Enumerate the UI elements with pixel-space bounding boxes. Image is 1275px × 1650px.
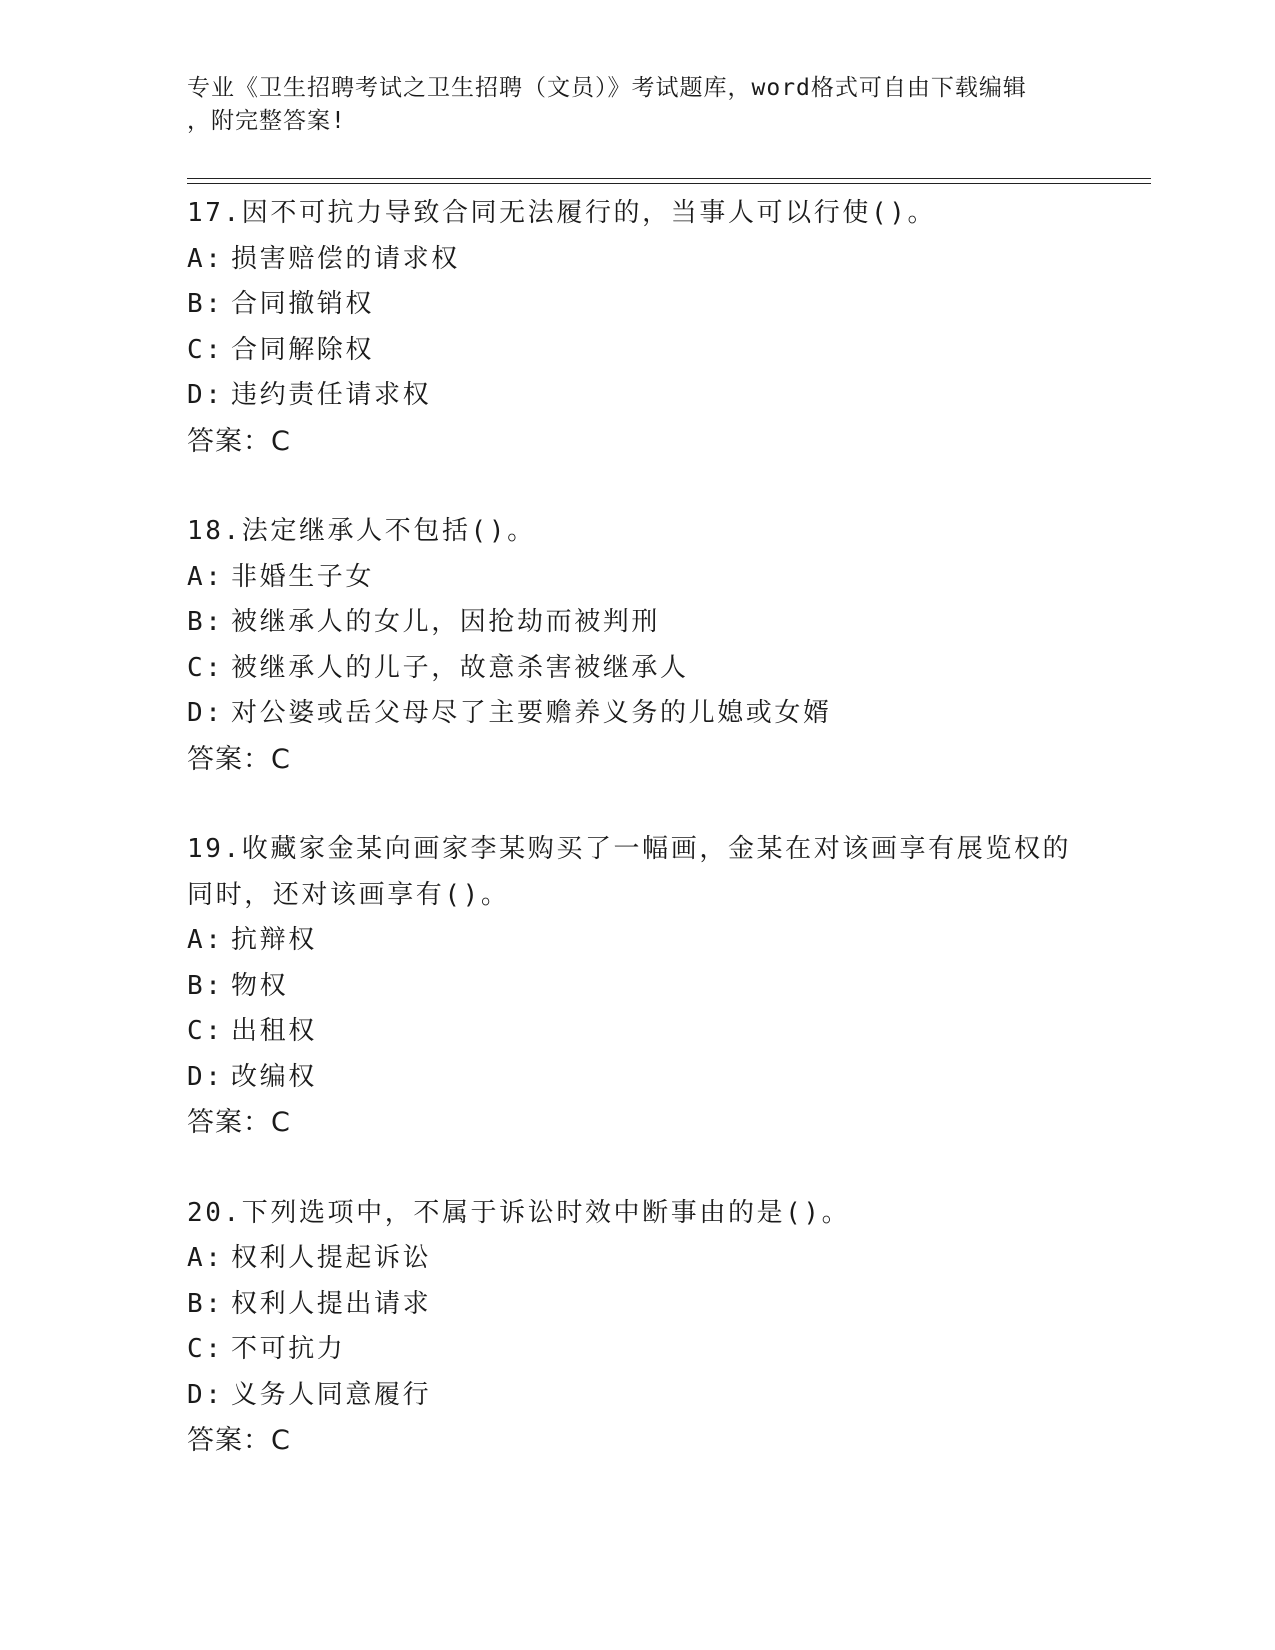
option-letter: C: — [187, 1016, 224, 1046]
question-19 — [187, 827, 1087, 1146]
answer-line: 答案：C — [187, 743, 291, 775]
option-letter: A: — [187, 243, 224, 274]
question-text: 20.下列选项中，不属于诉讼时效中断事由的是()。 — [187, 1197, 851, 1228]
option-text: 物权 — [231, 970, 289, 1001]
option-letter: B: — [187, 970, 224, 1001]
option-a — [187, 918, 1087, 964]
option-d — [187, 691, 1087, 737]
option-c — [187, 1327, 1087, 1373]
answer-line: 答案：C — [187, 1107, 291, 1138]
option-text: 对公婆或岳父母尽了主要赡养义务的儿媳或女婿 — [231, 698, 832, 728]
option-letter: D: — [187, 1061, 224, 1092]
option-text: 被继承人的女儿，因抢劫而被判刑 — [231, 607, 661, 637]
option-letter: C: — [187, 1334, 224, 1364]
option-a — [187, 237, 1087, 283]
option-d — [187, 1055, 1087, 1101]
option-b — [187, 964, 1087, 1010]
question-list — [187, 191, 1087, 1509]
option-text: 合同解除权 — [231, 334, 375, 365]
option-c — [187, 328, 1087, 374]
option-text: 损害赔偿的请求权 — [231, 243, 460, 274]
question-text: 17.因不可抗力导致合同无法履行的，当事人可以行使()。 — [187, 198, 937, 228]
option-text: 非婚生子女 — [231, 561, 375, 592]
option-letter: A: — [187, 561, 224, 592]
option-text: 合同撤销权 — [231, 289, 375, 319]
option-text: 抗辩权 — [231, 925, 317, 955]
option-letter: D: — [187, 1379, 224, 1410]
option-letter: D: — [187, 380, 224, 410]
option-text: 改编权 — [231, 1061, 317, 1092]
answer-line: 答案：C — [187, 1425, 291, 1456]
header-line-2: ，附完整答案! — [187, 108, 346, 134]
header-divider-top — [187, 178, 1151, 179]
option-c — [187, 646, 1087, 692]
option-letter: B: — [187, 1288, 224, 1319]
option-letter: A: — [187, 925, 224, 955]
option-letter: B: — [187, 607, 224, 637]
option-text: 权利人提出请求 — [231, 1288, 432, 1319]
option-a — [187, 555, 1087, 601]
document-header — [187, 72, 1067, 138]
header-divider-bottom — [187, 183, 1151, 184]
option-letter: B: — [187, 289, 224, 319]
option-letter: A: — [187, 1243, 224, 1273]
option-b — [187, 1282, 1087, 1328]
question-18 — [187, 509, 1087, 782]
option-letter: C: — [187, 652, 224, 683]
option-b — [187, 600, 1087, 646]
question-text: 18.法定继承人不包括()。 — [187, 516, 536, 546]
question-text-continued: 同时，还对该画享有()。 — [187, 879, 510, 910]
option-a — [187, 1236, 1087, 1282]
option-text: 出租权 — [231, 1016, 317, 1046]
option-d — [187, 373, 1087, 419]
option-text: 违约责任请求权 — [231, 380, 432, 410]
option-text: 被继承人的儿子，故意杀害被继承人 — [231, 652, 689, 683]
question-17 — [187, 191, 1087, 464]
option-text: 义务人同意履行 — [231, 1379, 432, 1410]
question-20 — [187, 1191, 1087, 1464]
question-text: 19.收藏家金某向画家李某购买了一幅画，金某在对该画享有展览权的 — [187, 834, 1072, 864]
answer-line: 答案：C — [187, 425, 291, 457]
option-text: 权利人提起诉讼 — [231, 1243, 432, 1273]
option-b — [187, 282, 1087, 328]
header-line-1: 专业《卫生招聘考试之卫生招聘（文员）》考试题库，word格式可自由下载编辑 — [187, 75, 1027, 101]
option-text: 不可抗力 — [231, 1334, 346, 1364]
option-c — [187, 1009, 1087, 1055]
option-d — [187, 1373, 1087, 1419]
option-letter: C: — [187, 334, 224, 365]
option-letter: D: — [187, 698, 224, 728]
